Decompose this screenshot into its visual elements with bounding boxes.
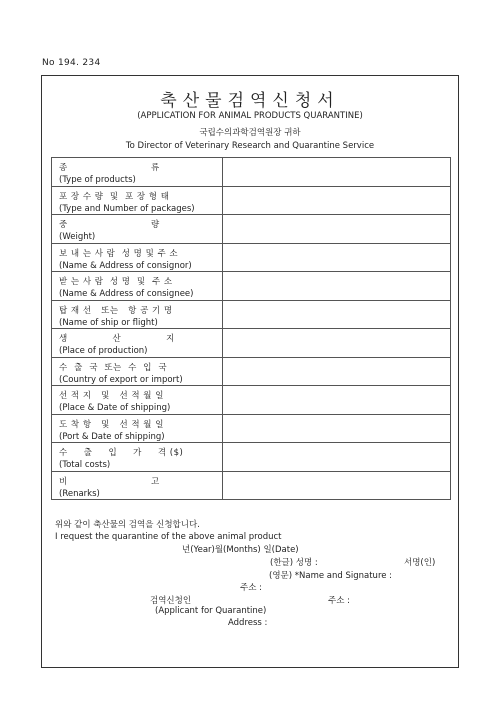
applicant-address-label: 주소 : <box>328 596 350 606</box>
applicant-label-english: (Applicant for Quarantine) <box>155 606 267 616</box>
table-row <box>52 414 451 443</box>
table-row <box>52 243 451 272</box>
application-form <box>41 75 459 668</box>
table-row <box>52 471 451 500</box>
field-label-total-costs: 수 출 입 가 격 ($) (Total costs) <box>52 443 223 472</box>
field-value-type-of-products[interactable] <box>222 158 450 187</box>
form-table <box>51 157 451 500</box>
field-label-packages: 포 장 수 량 및 포 장 형 태 (Type and Number of packages) <box>52 186 223 215</box>
field-label-country: 수 출 국 또는 수 입 국 (Country of export or import) <box>52 357 223 386</box>
field-label-consignor: 보 내 는 사 람 성 명 및 주 소 (Name & Address of consignor) <box>52 243 223 272</box>
field-label-weight: 중 량 (Weight) <box>52 215 223 244</box>
field-value-total-costs[interactable] <box>222 443 450 472</box>
field-value-consignee[interactable] <box>222 272 450 301</box>
field-label-port-date-shipping: 도 착 항 및 선 적 월 일 (Port & Date of shipping) <box>52 414 223 443</box>
field-value-weight[interactable] <box>222 215 450 244</box>
field-value-port-date-shipping[interactable] <box>222 414 450 443</box>
table-row <box>52 300 451 329</box>
field-value-place-of-production[interactable] <box>222 329 450 358</box>
table-row <box>52 443 451 472</box>
table-row <box>52 386 451 415</box>
form-title: 축산물검역신청서 <box>160 91 340 111</box>
table-row <box>52 215 451 244</box>
declaration-text-english: I request the quarantine of the above animal product <box>55 532 282 542</box>
address-label-english: Address : <box>228 618 268 628</box>
field-label-place-of-production: 생 산 지 (Place of production) <box>52 329 223 358</box>
addressee-korean: 국립수의과학검역원장 귀하 <box>199 128 301 138</box>
field-value-country[interactable] <box>222 357 450 386</box>
form-subtitle: (APPLICATION FOR ANIMAL PRODUCTS QUARANTINE) <box>137 111 363 121</box>
table-row <box>52 357 451 386</box>
field-label-ship-or-flight: 탑 재 선 또는 항 공 기 명 (Name of ship or flight) <box>52 300 223 329</box>
date-line[interactable]: 년(Year)월(Months) 일(Date) <box>182 545 299 555</box>
name-korean-label: (한글) 성명 : <box>270 558 318 568</box>
field-label-consignee: 받 는 사 람 성 명 및 주 소 (Name & Address of consignee) <box>52 272 223 301</box>
field-value-place-date-shipping[interactable] <box>222 386 450 415</box>
field-value-remarks[interactable] <box>222 471 450 500</box>
name-english-label: (영문) *Name and Signature : <box>269 571 393 581</box>
field-label-place-date-shipping: 선 적 지 및 선 적 월 일 (Place & Date of shipping) <box>52 386 223 415</box>
field-value-ship-or-flight[interactable] <box>222 300 450 329</box>
declaration-text-korean: 위와 같이 축산물의 검역을 신청합니다. <box>55 520 200 530</box>
field-label-remarks: 비 고 (Renarks) <box>52 471 223 500</box>
field-value-consignor[interactable] <box>222 243 450 272</box>
table-row <box>52 272 451 301</box>
applicant-label-korean: 검역신청인 <box>150 596 192 606</box>
table-row <box>52 329 451 358</box>
document-number: No 194. 234 <box>42 58 101 68</box>
table-row <box>52 186 451 215</box>
addressee-english: To Director of Veterinary Research and Quarantine Service <box>125 141 375 151</box>
signature-seal-label: 서명(인) <box>404 558 436 568</box>
field-value-packages[interactable] <box>222 186 450 215</box>
field-label-type-of-products: 종 류 (Type of products) <box>52 158 223 187</box>
address-label: 주소 : <box>240 583 262 593</box>
table-row <box>52 158 451 187</box>
